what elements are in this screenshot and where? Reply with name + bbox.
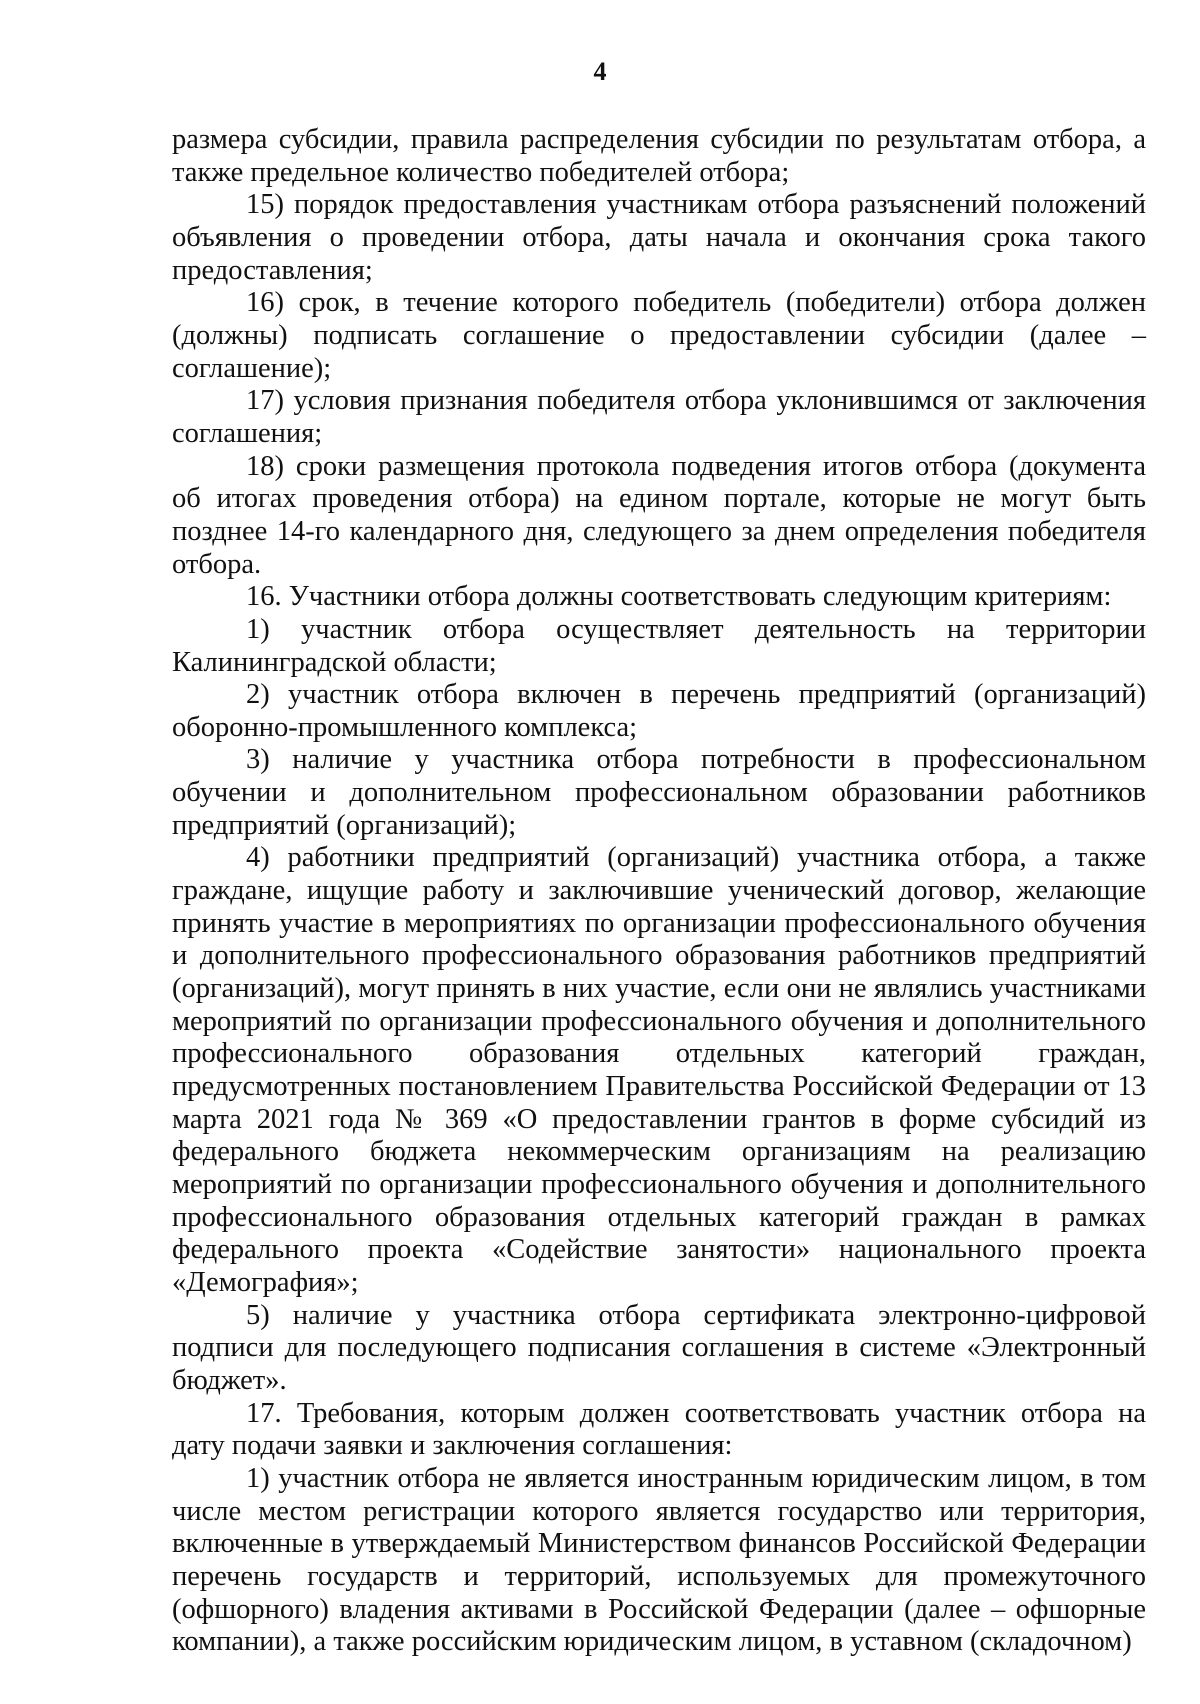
criterion-2: 2) участник отбора включен в перечень предприятий (организаций) оборонно-промышленного комплекса; bbox=[172, 679, 1146, 743]
section-17-heading: 17. Требования, которым должен соответствовать участник отбора на дату подачи заявки и заключения соглашения: bbox=[172, 1397, 1146, 1462]
list-item-16: 16) срок, в течение которого победитель (победители) отбора должен (должны) подписать соглашение о предоставлении субсидии (далее – соглашение); bbox=[172, 287, 1146, 384]
criterion-5: 5) наличие у участника отбора сертификата электронно-цифровой подписи для последующего подписания соглашения в системе «Электронный бюджет». bbox=[172, 1299, 1146, 1396]
paragraph-continuation: размера субсидии, правила распределения субсидии по результатам отбора, а также предельное количество победителей отбора; bbox=[172, 124, 1146, 188]
document-body bbox=[172, 124, 1146, 1659]
criterion-4: 4) работники предприятий (организаций) участника отбора, а также граждане, ищущие работу и заключившие ученический договор, желающие принять участие в мероприятиях по организации профессионального обучения и дополнительного профессионального образования работников предприятий (организаций), могут принять в них участие, если они не являлись участниками мероприятий по организации профессионального обучения и дополнительного профессионального образования отдельных категорий граждан, предусмотренных постановлением Правительства Российской Федерации от 13 марта 2021 года № 369 «О предоставлении грантов в форме субсидий из федерального бюджета некоммерческим организациям на реализацию мероприятий по организации профессионального обучения и дополнительного профессионального образования отдельных категорий граждан в рамках федерального проекта «Содействие занятости» национального проекта «Демография»; bbox=[172, 842, 1146, 1298]
criterion-3: 3) наличие у участника отбора потребности в профессиональном обучении и дополнительном профессиональном образовании работников предприятий (организаций); bbox=[172, 744, 1146, 841]
page-number: 4 bbox=[593, 57, 607, 86]
list-item-18: 18) сроки размещения протокола подведения итогов отбора (документа об итогах проведения отбора) на едином портале, которые не могут быть позднее 14-го календарного дня, следующего за днем определения победителя отбора. bbox=[172, 450, 1146, 580]
list-item-15: 15) порядок предоставления участникам отбора разъяснений положений объявления о проведении отбора, даты начала и окончания срока такого предоставления; bbox=[172, 189, 1146, 286]
list-item-17: 17) условия признания победителя отбора уклонившимся от заключения соглашения; bbox=[172, 385, 1146, 449]
criterion-1: 1) участник отбора осуществляет деятельность на территории Калининградской области; bbox=[172, 613, 1146, 678]
section-16-heading: 16. Участники отбора должны соответствовать следующим критериям: bbox=[246, 581, 1112, 613]
requirement-1: 1) участник отбора не является иностранным юридическим лицом, в том числе местом регистрации которого является государство или территория, включенные в утверждаемый Министерством финансов Российской Федерации перечень государств и территорий, используемых для промежуточного (офшорного) владения активами в Российской Федерации (далее – офшорные компании), а также российским юридическим лицом, в уставном (складочном) bbox=[172, 1462, 1146, 1658]
